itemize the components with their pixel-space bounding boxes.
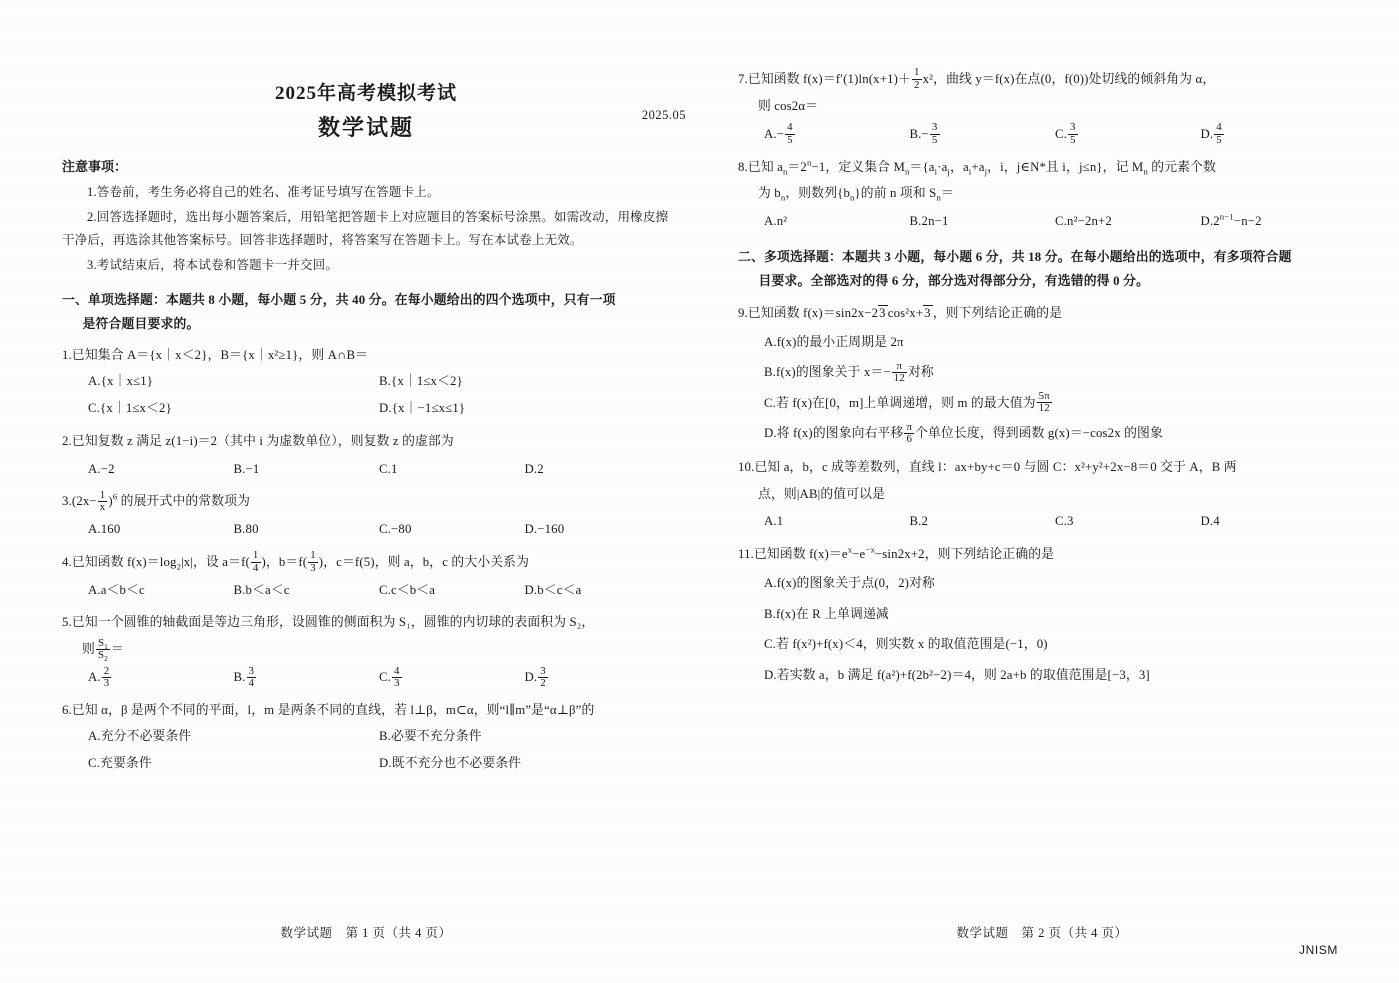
option-item[interactable]: C.若 f(x²)+f(x)＜4，则实数 x 的取值范围是(−1，0) xyxy=(764,637,1048,652)
option-item[interactable]: A.−2 xyxy=(88,461,115,476)
question-number: 6. xyxy=(62,702,72,717)
option-item[interactable]: $D.2^{n-1}-n-2$ xyxy=(1200,212,1262,229)
option-list xyxy=(738,122,1346,148)
option-row xyxy=(88,368,670,395)
question-stem: 3.(2x− $\frac{1}{x}$ )$^6$ 的展开式中的常数项为 xyxy=(62,488,251,514)
question-number: 8. xyxy=(738,159,748,174)
option-list xyxy=(62,578,670,604)
option-row xyxy=(88,750,670,777)
paper-code: JNISM xyxy=(1299,943,1338,957)
notice-item: 1.答卷前，考生务必将自己的姓名、准考证号填写在答题卡上。 xyxy=(87,185,440,199)
option-list xyxy=(738,509,1346,535)
option-item[interactable]: D.既不充分也不必要条件 xyxy=(379,755,522,770)
question-item xyxy=(738,155,1346,236)
section-desc-2: 是符合题目要求的。 xyxy=(82,316,200,331)
option-item[interactable]: B.b＜a＜c xyxy=(233,582,290,597)
notice-item: 3.考试结束后，将本试卷和答题卡一并交回。 xyxy=(87,258,339,273)
option-item[interactable]: D.{x｜−1≤x≤1} xyxy=(379,400,466,415)
option-item[interactable]: A.1 xyxy=(764,514,784,529)
option-item[interactable]: A. $\frac{2}{3}$ xyxy=(88,664,110,690)
question-item xyxy=(62,343,670,422)
question-item xyxy=(738,542,1346,689)
option-item[interactable]: A.− $\frac{4}{5}$ xyxy=(764,121,793,146)
footer-right: 数学试题 第 2 页（共 4 页） xyxy=(956,926,1128,940)
question-stem: 2.已知复数 z 满足 z(1−i)＝2（其中 i 为虚数单位），则复数 z 的虚部为 xyxy=(62,433,454,448)
option-item[interactable]: C. $\frac{4}{3}$ xyxy=(379,664,400,690)
question-item xyxy=(62,489,670,543)
option-item[interactable]: C.1 xyxy=(379,461,398,476)
subject-title: 数学试题 xyxy=(317,115,414,140)
option-item[interactable]: A.160 xyxy=(88,522,121,537)
question-item xyxy=(62,550,670,604)
question-stem: 6.已知 α，β 是两个不同的平面，l，m 是两条不同的直线，若 l⊥β，m⊂α，则“l∥m”是“α⊥β”的 xyxy=(62,702,595,717)
option-item[interactable]: D.4 xyxy=(1200,514,1220,529)
option-item[interactable]: D. $\frac{3}{2}$ xyxy=(524,664,546,690)
question-item xyxy=(738,301,1346,448)
question-stem: 1.已知集合 A＝{x｜x＜2}，B＝{x｜x²≥1}，则 A∩B＝ xyxy=(62,348,369,363)
option-item[interactable]: A.f(x)的最小正周期是 2π xyxy=(764,334,904,349)
question-list-right xyxy=(738,67,1346,689)
option-list xyxy=(738,209,1346,235)
option-item[interactable]: C.3 xyxy=(1055,514,1074,529)
option-item[interactable]: B. $\frac{3}{4}$ xyxy=(233,664,255,690)
section-title: 一、单项选择题： xyxy=(62,292,166,307)
option-item[interactable]: D.将 f(x)的图象向右平移 $\frac{\pi}{6}$ 个单位长度，得到函数 g(x)＝−cos2x 的图象 xyxy=(764,420,1163,445)
question-stem-continued: 为 $b_n$，则数列$\{b_n\}$的前 n 项和 $S_n=$ xyxy=(758,186,954,203)
notice-heading: 注意事项： xyxy=(62,159,128,174)
option-item[interactable]: A.充分不必要条件 xyxy=(88,728,192,743)
option-list xyxy=(62,517,670,543)
question-stem-continued: 点，则|AB|的值可以是 xyxy=(758,486,886,501)
section-title: 二、多项选择题： xyxy=(738,250,842,264)
option-list xyxy=(62,665,670,691)
page-column-right xyxy=(712,0,1372,983)
section-desc-2: 目要求。全部选对的得 6 分，部分选对得部分分，有选错的得 0 分。 xyxy=(758,274,1150,289)
question-item xyxy=(738,67,1346,148)
question-stem: 5.已知一个圆锥的轴截面是等边三角形，设圆锥的侧面积为 S₁，圆锥的内切球的表面积为 S₂， xyxy=(62,615,595,630)
footer-left: 数学试题 第 1 页（共 4 页） xyxy=(280,926,452,940)
question-stem: 9.已知函数 f(x)＝sin2x−23 cos²x+3 ，则下列结论正确的是 xyxy=(738,305,1063,320)
question-item xyxy=(738,455,1346,536)
exam-date: 2025.05 xyxy=(641,108,686,122)
option-item[interactable]: D. $\frac{4}{5}$ xyxy=(1200,121,1222,146)
option-item[interactable]: A.{x｜x≤1} xyxy=(88,374,154,389)
option-list xyxy=(62,457,670,483)
option-item[interactable]: A.n² xyxy=(764,214,788,229)
option-item[interactable]: A.f(x)的图象关于点(0，2)对称 xyxy=(764,576,935,591)
question-item xyxy=(62,610,670,691)
question-item xyxy=(62,698,670,777)
option-item[interactable]: B.−1 xyxy=(233,461,260,476)
section-desc: 本题共 8 小题，每小题 5 分，共 40 分。在每小题给出的四个选项中，只有一项 xyxy=(165,292,616,307)
option-list xyxy=(738,329,1346,448)
question-stem: 8.已知 $a_n=2^n-1$，定义集合 $M_n=\{a_i\cdot a_j$，$a_i+a_j$，i，j∈N*且 i，j≤n}，记 $M_n$ 的元素个数 xyxy=(738,157,1217,177)
question-number: 3. xyxy=(62,494,72,509)
option-list xyxy=(738,570,1346,689)
option-item[interactable]: C.若 f(x)在[0，m]上单调递增，则 m 的最大值为 $\frac{5\pi}{12}$ xyxy=(764,390,1050,415)
option-item[interactable]: A.a＜b＜c xyxy=(88,582,145,597)
option-item[interactable]: D.b＜c＜a xyxy=(524,582,582,597)
question-list-left xyxy=(62,343,670,776)
question-item xyxy=(62,429,670,483)
option-item[interactable]: B.− $\frac{3}{5}$ xyxy=(909,121,938,146)
question-number: 7. xyxy=(738,72,748,86)
question-number: 9. xyxy=(738,305,748,320)
option-item[interactable]: C. $\frac{3}{5}$ xyxy=(1055,121,1076,146)
option-item[interactable]: D.若实数 a，b 满足 f(a²)+f(2b²−2)＝4，则 2a+b 的取值范围是[−3，3] xyxy=(764,667,1150,682)
option-item[interactable]: C.c＜b＜a xyxy=(379,582,436,597)
section-desc: 本题共 3 小题，每小题 6 分，共 18 分。在每小题给出的选项中，有多项符合题 xyxy=(841,250,1292,264)
question-number: 10. xyxy=(738,459,755,474)
option-row xyxy=(88,723,670,750)
question-number: 11. xyxy=(738,547,754,562)
question-stem-continued: 则 cos2α＝ xyxy=(758,98,819,113)
question-number: 2. xyxy=(62,433,72,448)
option-item[interactable]: B.f(x)的图象关于 x＝− $\frac{\pi}{12}$ 对称 xyxy=(764,359,934,384)
option-item[interactable]: C.{x｜1≤x＜2} xyxy=(88,400,172,415)
option-item[interactable]: B.{x｜1≤x＜2} xyxy=(379,374,463,389)
section-heading-multi-choice xyxy=(738,245,1346,294)
question-stem: 7.已知函数 f(x)＝f′(1)ln(x+1)＋ $\frac{1}{2}$ x²，曲线 y＝f(x)在点(0，f(0))处切线的倾斜角为 α， xyxy=(738,66,1216,91)
section-heading-single-choice xyxy=(62,288,670,337)
question-stem: 10.已知 a，b，c 成等差数列，直线 l：ax+by+c＝0 与圆 C：x²+y²+2x−8＝0 交于 A，B 两 xyxy=(738,459,1237,474)
option-item[interactable]: D.2 xyxy=(524,461,544,476)
option-list xyxy=(62,723,670,777)
option-item[interactable]: C.n²−2n+2 xyxy=(1055,214,1112,229)
question-stem: 4.已知函数 $f(x)=\log_2|x|$，设 a＝f( $\frac{1}{4}$ )，b＝f( $\frac{1}{3}$ )，c＝f(5)，则 a，b，c 的大小关系为 xyxy=(62,549,530,574)
option-list xyxy=(62,368,670,422)
option-item[interactable]: B.f(x)在 R 上单调递减 xyxy=(764,606,889,621)
option-item[interactable]: B.2n−1 xyxy=(909,214,949,229)
question-number: 5. xyxy=(62,615,72,630)
question-stem-continued: 则 $\frac{S_1}{S_2}$ ＝ xyxy=(82,636,124,664)
question-number: 4. xyxy=(62,554,72,569)
option-item[interactable]: C.−80 xyxy=(379,522,412,537)
question-number: 1. xyxy=(62,348,72,363)
page-column-left xyxy=(36,0,696,983)
option-row xyxy=(88,395,670,422)
question-stem: 11.已知函数 $f(x)=e^x-e^{-x}-\sin 2x+2$，则下列结论正确的是 xyxy=(738,544,1055,562)
notice-item: 2.回答选择题时，选出每小题答案后，用铅笔把答题卡上对应题目的答案标号涂黑。如需改动，用橡皮擦干净后，再选涂其他答案标号。回答非选择题时，将答案写在答题卡上。写在本试卷上无效。 xyxy=(62,210,669,248)
option-item[interactable]: B.必要不充分条件 xyxy=(379,728,482,743)
exam-title: 2025年高考模拟考试 xyxy=(274,83,457,104)
option-item[interactable]: C.充要条件 xyxy=(88,755,152,770)
option-item[interactable]: B.2 xyxy=(909,514,929,529)
option-item[interactable]: D.−160 xyxy=(524,522,565,537)
option-item[interactable]: B.80 xyxy=(233,522,259,537)
